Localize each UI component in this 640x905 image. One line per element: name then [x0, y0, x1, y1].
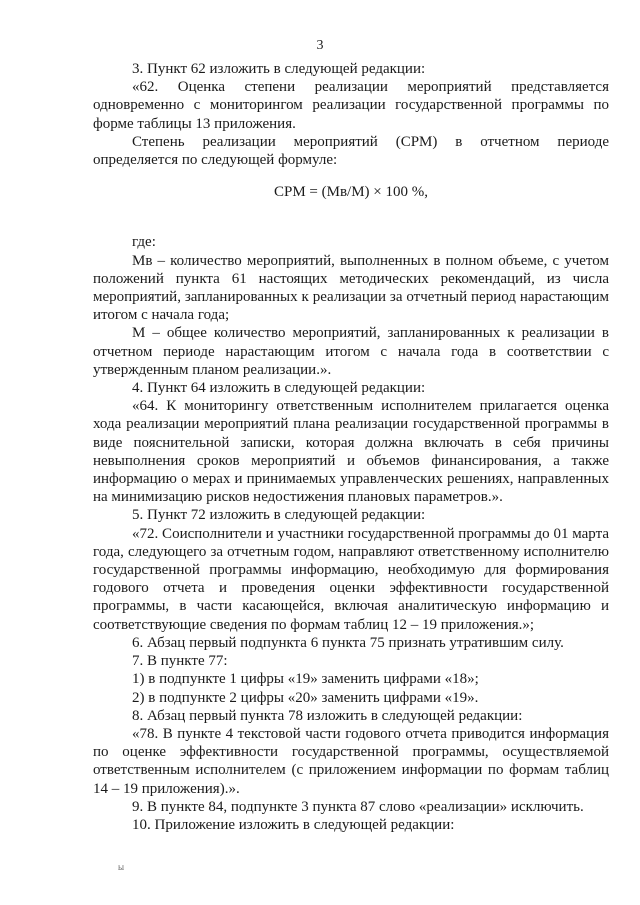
- paragraph: 8. Абзац первый пункта 78 изложить в следующей редакции:: [132, 707, 523, 724]
- document-body: [93, 60, 609, 834]
- paragraph: «62. Оценка степени реализации мероприятий представляется одновременно с мониторингом реализации государственной программы по форме таблицы 13 приложения.: [93, 79, 609, 132]
- paragraph: Мв – количество мероприятий, выполненных в полном объеме, с учетом положений пункта 61 настоящих методических рекомендаций, из числа мероприятий, запланированных к реализации за отчетный период нарастающим итогом с начала года;: [93, 252, 609, 324]
- paragraph: 3. Пункт 62 изложить в следующей редакции:: [132, 61, 426, 77]
- formula: СРМ = (Мв/М) × 100 %,: [273, 184, 428, 201]
- paragraph: 5. Пункт 72 изложить в следующей редакции:: [132, 507, 426, 524]
- paragraph: «64. К мониторингу ответственным исполнителем прилагается оценка хода реализации мероприятий плана реализации государственной программы в виде пояснительной записки, которая должна включать в себя причины невыполнения сроков мероприятий и объемов финансирования, а также информацию о мерах и принимаемых управленческих решениях, направленных на минимизацию рисков недостижения плановых параметров.».: [93, 398, 609, 506]
- paragraph: Степень реализации мероприятий (СРМ) в отчетном периоде определяется по следующей формуле:: [93, 133, 609, 169]
- page-number: 3: [316, 38, 324, 53]
- paragraph: 2) в подпункте 2 цифры «20» заменить цифрами «19».: [132, 689, 479, 706]
- paragraph: 7. В пункте 77:: [132, 653, 228, 670]
- paragraph: 6. Абзац первый подпункта 6 пункта 75 признать утратившим силу.: [132, 634, 564, 651]
- paragraph: где:: [132, 234, 156, 251]
- paragraph: М – общее количество мероприятий, запланированных к реализации в отчетном периоде нарастающим итогом с начала года в соответствии с утвержденным планом реализации.».: [93, 325, 609, 378]
- paragraph: «72. Соисполнители и участники государственной программы до 01 марта года, следующего за отчетным годом, направляют ответственному исполнителю государственной программы информацию, необходимую для формирования годового отчета и проведения оценки эффективности государственной программы, в части касающейся, включая аналитическую информацию и соответствующие сведения по формам таблиц 12 – 19 приложения.»;: [93, 525, 609, 633]
- margin-mark: ы: [118, 862, 125, 872]
- paragraph: 9. В пункте 84, подпункте 3 пункта 87 слово «реализации» исключить.: [132, 798, 584, 815]
- paragraph: 4. Пункт 64 изложить в следующей редакции:: [132, 380, 426, 397]
- paragraph: 1) в подпункте 1 цифры «19» заменить цифрами «18»;: [132, 671, 479, 688]
- paragraph: «78. В пункте 4 текстовой части годового отчета приводится информация по оценке эффективности государственной программы, осуществляемой ответственным исполнителем (с приложением информации по формам таблиц 14 – 19 приложения).».: [93, 725, 609, 797]
- paragraph: 10. Приложение изложить в следующей редакции:: [132, 816, 455, 833]
